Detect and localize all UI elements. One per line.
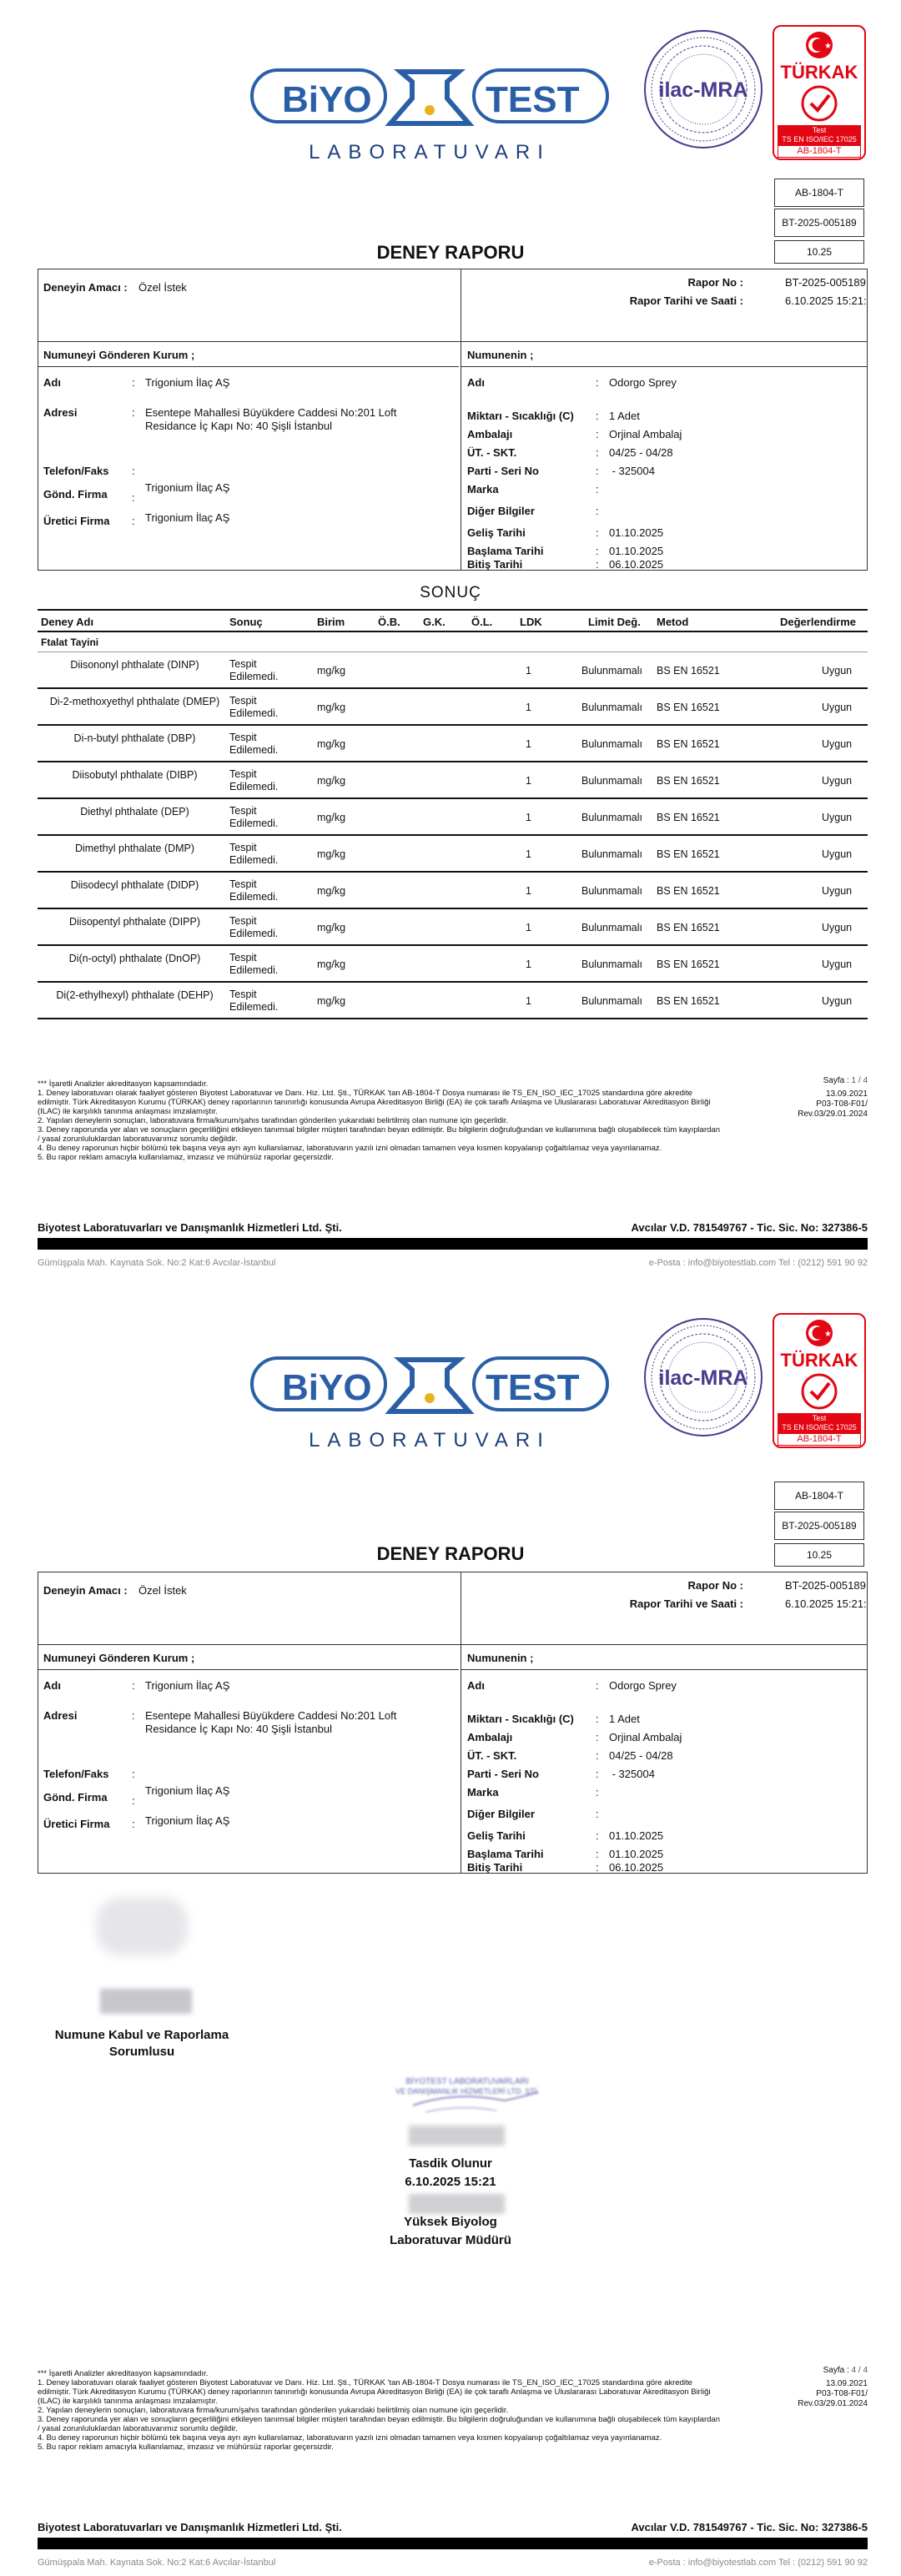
- sep: :: [132, 465, 135, 477]
- sep: :: [596, 526, 599, 539]
- end-date-label: Bitiş Tarihi: [467, 558, 523, 571]
- evaluation-cell: Uygun: [822, 885, 853, 897]
- col-gk: G.K.: [423, 616, 445, 628]
- test-name-cell: Di(n-octyl) phthalate (DnOP): [68, 953, 201, 964]
- test-name-cell: Diisopentyl phthalate (DIPP): [68, 916, 201, 928]
- result-cell: Tespit Edilemedi.: [229, 805, 279, 829]
- sender-address-label: Adresi: [43, 1709, 78, 1722]
- sep: :: [132, 376, 135, 389]
- sender-address-value: Esentepe Mahallesi Büyükdere Caddesi No:201 Loft Residance İç Kapı No: 40 Şişli İstanbul: [145, 1709, 397, 1735]
- sep: :: [596, 1808, 599, 1820]
- sender-heading: Numuneyi Gönderen Kurum ;: [43, 1652, 195, 1664]
- sending-company-label: Gönd. Firma: [43, 1791, 108, 1804]
- report-title: DENEY RAPORU: [376, 242, 525, 263]
- test-name-cell: Di-2-methoxyethyl phthalate (DMEP): [49, 696, 220, 707]
- table-row: [38, 652, 868, 689]
- purpose-label: Deneyin Amacı :: [43, 281, 128, 294]
- result-cell: Tespit Edilemedi.: [229, 695, 279, 719]
- sender-name-value: Trigonium İlaç AŞ: [145, 1679, 230, 1692]
- batch-value: - 325004: [609, 1768, 655, 1780]
- turkak-standard: Test TS EN ISO/IEC 17025: [778, 1413, 861, 1433]
- company-contact: e-Posta : info@biyotestlab.com Tel : (0212) 591 90 92: [648, 2558, 868, 2568]
- ldk-cell: 1: [526, 885, 531, 897]
- turkak-name: TÜRKAK: [780, 62, 858, 83]
- section-title: Ftalat Tayini: [41, 636, 99, 648]
- method-cell: BS EN 16521: [657, 775, 720, 787]
- unit-cell: mg/kg: [317, 885, 346, 897]
- company-stamp: [380, 2072, 555, 2131]
- sep: :: [596, 1848, 599, 1860]
- quantity-value: 1 Adet: [609, 410, 640, 422]
- table-row: [38, 689, 868, 726]
- sep: :: [596, 376, 599, 389]
- unit-cell: mg/kg: [317, 738, 346, 750]
- svg-text:★: ★: [824, 1330, 832, 1339]
- report-date-label: Rapor Tarihi ve Saati :: [629, 294, 743, 307]
- col-method: Metod: [657, 616, 689, 628]
- turkak-code: AB-1804-T: [778, 1433, 861, 1446]
- evaluation-cell: Uygun: [822, 738, 853, 750]
- limit-cell: Bulunmamalı: [581, 922, 642, 933]
- turkak-badge: [773, 1313, 866, 1448]
- footnote: 4. Bu deney raporunun hiçbir bölümü tek başına veya ayrı ayrı kullanılamaz, laboratuvarın yazılı izni olmadan tamamen veya kısmen kopyalanıp çoğaltılamaz veya yayınlanamaz.: [38, 2433, 662, 2443]
- table-row: [38, 726, 868, 762]
- evaluation-cell: Uygun: [822, 812, 853, 823]
- packaging-value: Orjinal Ambalaj: [609, 428, 682, 440]
- sample-info-box: [38, 269, 868, 571]
- test-name-cell: Diisobutyl phthalate (DIBP): [72, 769, 198, 781]
- company-tax: Avcılar V.D. 781549767 - Tic. Sic. No: 327386-5: [631, 1221, 868, 1234]
- col-unit: Birim: [317, 616, 345, 628]
- start-date-value: 01.10.2025: [609, 1848, 664, 1860]
- revision-box: 10.25: [774, 1543, 864, 1567]
- unit-cell: mg/kg: [317, 995, 346, 1007]
- footnotes: [38, 2369, 722, 2452]
- sample-name-value: Odorgo Sprey: [609, 376, 677, 389]
- ldk-cell: 1: [526, 922, 531, 933]
- company-tax: Avcılar V.D. 781549767 - Tic. Sic. No: 327386-5: [631, 2521, 868, 2533]
- test-name-cell: Diethyl phthalate (DEP): [80, 806, 189, 818]
- sample-name-value: Odorgo Sprey: [609, 1679, 677, 1692]
- production-expiry-label: ÜT. - SKT.: [467, 1749, 517, 1762]
- page-number-block: [780, 1076, 868, 1119]
- ldk-cell: 1: [526, 738, 531, 750]
- packaging-label: Ambalajı: [467, 428, 513, 440]
- company-name: Biyotest Laboratuvarları ve Danışmanlık Hizmetleri Ltd. Şti.: [38, 2521, 342, 2533]
- unit-cell: mg/kg: [317, 848, 346, 860]
- page-label: Sayfa :: [823, 2366, 849, 2375]
- sep: :: [132, 491, 135, 504]
- method-cell: BS EN 16521: [657, 922, 720, 933]
- sender-address-value: Esentepe Mahallesi Büyükdere Caddesi No:201 Loft Residance İç Kapı No: 40 Şişli İstanbul: [145, 406, 397, 432]
- turkak-standard: Test TS EN ISO/IEC 17025: [778, 125, 861, 145]
- sep: :: [596, 1731, 599, 1743]
- evaluation-cell: Uygun: [822, 848, 853, 860]
- method-cell: BS EN 16521: [657, 958, 720, 970]
- sep: :: [132, 515, 135, 527]
- table-row: [38, 836, 868, 873]
- company-contact: e-Posta : info@biyotestlab.com Tel : (0212) 591 90 92: [648, 1258, 868, 1268]
- start-date-value: 01.10.2025: [609, 545, 664, 557]
- table-row: [38, 762, 868, 799]
- sample-heading: Numunenin ;: [467, 1652, 534, 1664]
- report-no-label: Rapor No :: [687, 1579, 743, 1592]
- results-title: SONUÇ: [420, 584, 481, 601]
- sender-heading: Numuneyi Gönderen Kurum ;: [43, 349, 195, 361]
- approver-role-2: Laboratuvar Müdürü: [390, 2233, 511, 2247]
- method-cell: BS EN 16521: [657, 665, 720, 677]
- sender-address-label: Adresi: [43, 406, 78, 419]
- ilac-mra-text: ilac-MRA: [658, 1366, 748, 1390]
- start-date-label: Başlama Tarihi: [467, 545, 544, 557]
- col-ob: Ö.B.: [378, 616, 400, 628]
- ilac-mra-text: ilac-MRA: [658, 78, 748, 102]
- arrival-date-value: 01.10.2025: [609, 1829, 664, 1842]
- sep: :: [596, 505, 599, 517]
- approver-name-redacted: [409, 2126, 505, 2146]
- arrival-date-label: Geliş Tarihi: [467, 1829, 526, 1842]
- col-result: Sonuç: [229, 616, 263, 628]
- sep: :: [132, 1818, 135, 1830]
- form-date: 13.09.2021: [825, 2379, 868, 2388]
- method-cell: BS EN 16521: [657, 848, 720, 860]
- packaging-label: Ambalajı: [467, 1731, 513, 1743]
- batch-label: Parti - Seri No: [467, 1768, 539, 1780]
- sending-company-label: Gönd. Firma: [43, 488, 108, 501]
- logo-subtitle: LABORATUVARI: [309, 141, 551, 164]
- footer-address-row: [38, 2558, 868, 2568]
- manufacturer-value: Trigonium İlaç AŞ: [145, 511, 230, 524]
- sep: :: [596, 1829, 599, 1842]
- table-row: [38, 946, 868, 983]
- approval-label: Tasdik Olunur: [409, 2156, 492, 2171]
- brand-label: Marka: [467, 483, 499, 496]
- test-name-cell: Dimethyl phthalate (DMP): [74, 843, 195, 854]
- footer-bar: [38, 1238, 868, 1250]
- turkak-name: TÜRKAK: [780, 1350, 858, 1371]
- results-rows: [38, 652, 868, 1019]
- result-cell: Tespit Edilemedi.: [229, 952, 279, 976]
- sep: :: [596, 410, 599, 422]
- company-address: Gümüşpala Mah. Kaynata Sok. No:2 Kat:6 Avcılar-İstanbul: [38, 2558, 276, 2568]
- sample-heading: Numunenin ;: [467, 349, 534, 361]
- sep: :: [596, 1679, 599, 1692]
- method-cell: BS EN 16521: [657, 885, 720, 897]
- unit-cell: mg/kg: [317, 665, 346, 677]
- col-ol: Ö.L.: [471, 616, 493, 628]
- unit-cell: mg/kg: [317, 922, 346, 933]
- sep: :: [596, 1768, 599, 1780]
- result-cell: Tespit Edilemedi.: [229, 768, 279, 792]
- footer-bar: [38, 2538, 868, 2549]
- report-title: DENEY RAPORU: [376, 1543, 525, 1564]
- signature-left-redacted: [96, 1897, 188, 1955]
- footnote: 1. Deney laboratuvarı olarak faaliyet gösteren Biyotest Laboratuvar ve Danı. Hiz. Ltd. Şti., TÜRKAK 'tan AB-1804-T Dosya numarası ile TS_EN_ISO_IEC_17025 standardına göre akredite edilmiştir. Türk Akreditasyon Kurumu (TÜRKAK) deney raporlarının tanınırlığı konusunda Avrupa Akreditasyon Birliği (EA) ile çok taraflı Anlaşma ve Uluslararası Laboratuvar Akreditasyon Birliği (ILAC) ile karşılıklı tanınma anlaşması imzalamıştır.: [38, 1089, 711, 1116]
- sep: :: [596, 446, 599, 459]
- sending-company-value: Trigonium İlaç AŞ: [145, 1784, 230, 1797]
- method-cell: BS EN 16521: [657, 812, 720, 823]
- logo-subtitle: LABORATUVARI: [309, 1429, 551, 1452]
- form-revision: Rev.03/29.01.2024: [798, 2399, 868, 2408]
- sep: :: [596, 483, 599, 496]
- footnote: *** İşaretli Analizler akreditasyon kapsamındadır.: [38, 1079, 209, 1089]
- logo-text-biyo: BiYO: [282, 79, 372, 120]
- footnote: 5. Bu rapor reklam amacıyla kullanılamaz, imzasız ve mühürsüz raporlar geçersizdir.: [38, 2443, 334, 2452]
- col-ldk: LDK: [520, 616, 542, 628]
- other-info-label: Diğer Bilgiler: [467, 505, 535, 517]
- purpose-label: Deneyin Amacı :: [43, 1584, 128, 1597]
- results-table: [38, 609, 868, 1019]
- sender-name-label: Adı: [43, 1679, 61, 1692]
- ldk-cell: 1: [526, 665, 531, 677]
- page-slash: /: [858, 2366, 861, 2375]
- limit-cell: Bulunmamalı: [581, 702, 642, 713]
- table-row: [38, 909, 868, 946]
- footer-company-row: [38, 1221, 868, 1234]
- end-date-value: 06.10.2025: [609, 558, 664, 571]
- sep: :: [596, 1861, 599, 1874]
- production-expiry-label: ÜT. - SKT.: [467, 446, 517, 459]
- biyotest-logo: [250, 1353, 609, 1462]
- report-page-4: [0, 1288, 901, 2576]
- accreditation-code-box: AB-1804-T: [774, 1482, 864, 1510]
- company-address: Gümüşpala Mah. Kaynata Sok. No:2 Kat:6 Avcılar-İstanbul: [38, 1258, 276, 1268]
- ldk-cell: 1: [526, 775, 531, 787]
- ldk-cell: 1: [526, 702, 531, 713]
- biyotest-logo: [250, 65, 609, 174]
- result-cell: Tespit Edilemedi.: [229, 878, 279, 903]
- unit-cell: mg/kg: [317, 812, 346, 823]
- company-name: Biyotest Laboratuvarları ve Danışmanlık Hizmetleri Ltd. Şti.: [38, 1221, 342, 1234]
- result-cell: Tespit Edilemedi.: [229, 842, 279, 866]
- approver-role-1: Yüksek Biyolog: [404, 2215, 497, 2229]
- name-left-redacted: [100, 1989, 192, 2014]
- production-expiry-value: 04/25 - 04/28: [609, 1749, 673, 1762]
- results-section-row: [38, 632, 868, 652]
- production-expiry-value: 04/25 - 04/28: [609, 446, 673, 459]
- purpose-value: Özel İstek: [138, 281, 187, 294]
- col-test-name: Deney Adı: [41, 616, 94, 628]
- page-label: Sayfa :: [823, 1076, 849, 1085]
- evaluation-cell: Uygun: [822, 958, 853, 970]
- sep: :: [132, 1768, 135, 1780]
- quantity-label: Miktarı - Sıcaklığı (C): [467, 410, 574, 422]
- footnote: 2. Yapılan deneylerin sonuçları, laboratuvara firma/kurum/şahıs tarafından gönderilen yukarıdaki belirtilmiş olan numune için geçerlidir.: [38, 1116, 509, 1125]
- limit-cell: Bulunmamalı: [581, 775, 642, 787]
- report-date-value: 6.10.2025 15:21:: [785, 294, 867, 307]
- revision-box: 10.25: [774, 240, 864, 264]
- sending-company-value: Trigonium İlaç AŞ: [145, 481, 230, 494]
- turkak-badge: [773, 25, 866, 160]
- arrival-date-label: Geliş Tarihi: [467, 526, 526, 539]
- sep: :: [132, 406, 135, 419]
- manufacturer-value: Trigonium İlaç AŞ: [145, 1814, 230, 1827]
- sep: :: [596, 1713, 599, 1725]
- sample-info-box: [38, 1572, 868, 1874]
- sample-name-label: Adı: [467, 1679, 485, 1692]
- ldk-cell: 1: [526, 812, 531, 823]
- ldk-cell: 1: [526, 995, 531, 1007]
- result-cell: Tespit Edilemedi.: [229, 658, 279, 682]
- footer-address-row: [38, 1258, 868, 1268]
- ldk-cell: 1: [526, 848, 531, 860]
- report-date-value: 6.10.2025 15:21:: [785, 1597, 867, 1610]
- footnote: 2. Yapılan deneylerin sonuçları, laboratuvara firma/kurum/şahıs tarafından gönderilen yukarıdaki belirtilmiş olan numune için geçerlidir.: [38, 2406, 509, 2415]
- sep: :: [132, 1679, 135, 1692]
- start-date-label: Başlama Tarihi: [467, 1848, 544, 1860]
- footnote: 3. Deney raporunda yer alan ve sonuçların geçerliliğini etkileyen tanımsal bilgiler müşteri tarafından beyan edilmiştir. Bu bilgilerin doğruluğundan ve kullanımına bağlı oluşabilecek tüm kayıplardan / yasal zorunluluklardan laboratuvarımız sorumlu değildir.: [38, 2415, 720, 2433]
- unit-cell: mg/kg: [317, 775, 346, 787]
- footer-company-row: [38, 2521, 868, 2533]
- method-cell: BS EN 16521: [657, 995, 720, 1007]
- end-date-value: 06.10.2025: [609, 1861, 664, 1874]
- col-limit: Limit Değ.: [588, 616, 641, 628]
- quantity-label: Miktarı - Sıcaklığı (C): [467, 1713, 574, 1725]
- stamp-line-1: BİYOTEST LABORATUVARLARI: [405, 2077, 529, 2086]
- results-header-row: [38, 609, 868, 632]
- test-name-cell: Di(2-ethylhexyl) phthalate (DEHP): [56, 989, 214, 1001]
- col-evaluation: Değerlendirme: [780, 616, 857, 628]
- report-number-box: BT-2025-005189: [774, 209, 864, 237]
- brand-label: Marka: [467, 1786, 499, 1799]
- result-cell: Tespit Edilemedi.: [229, 989, 279, 1013]
- logo-text-biyo: BiYO: [282, 1367, 372, 1408]
- sep: :: [596, 545, 599, 557]
- page-current: 1: [851, 1076, 857, 1085]
- footnote: 3. Deney raporunda yer alan ve sonuçların geçerliliğini etkileyen tanımsal bilgiler müşteri tarafından beyan edilmiştir. Bu bilgilerin doğruluğundan ve kullanımına bağlı oluşabilecek tüm kayıplardan / yasal zorunluluklardan laboratuvarımız sorumlu değildir.: [38, 1125, 720, 1144]
- test-name-cell: Diisodecyl phthalate (DIDP): [70, 879, 199, 891]
- sep: :: [596, 558, 599, 571]
- result-cell: Tespit Edilemedi.: [229, 915, 279, 939]
- report-no-label: Rapor No :: [687, 276, 743, 289]
- sample-name-label: Adı: [467, 376, 485, 389]
- stamp-line-2: VE DANIŞMANLIK HİZMETLERİ LTD. ŞTİ.: [395, 2087, 539, 2096]
- svg-text:★: ★: [824, 42, 832, 51]
- table-row: [38, 983, 868, 1019]
- approval-date: 6.10.2025 15:21: [405, 2175, 496, 2189]
- footnote: *** İşaretli Analizler akreditasyon kapsamındadır.: [38, 2369, 209, 2378]
- test-name-cell: Diisononyl phthalate (DINP): [70, 659, 199, 671]
- test-name-cell: Di-n-butyl phthalate (DBP): [73, 732, 196, 744]
- evaluation-cell: Uygun: [822, 922, 853, 933]
- result-cell: Tespit Edilemedi.: [229, 732, 279, 756]
- report-date-label: Rapor Tarihi ve Saati :: [629, 1597, 743, 1610]
- evaluation-cell: Uygun: [822, 995, 853, 1007]
- page-total: 4: [863, 2366, 868, 2375]
- table-row: [38, 873, 868, 909]
- phone-fax-label: Telefon/Faks: [43, 1768, 109, 1780]
- receiving-officer-title: Numune Kabul ve Raporlama Sorumlusu: [54, 2028, 229, 2059]
- batch-value: - 325004: [609, 465, 655, 477]
- sep: :: [596, 1749, 599, 1762]
- ilac-mra-logo: [641, 1315, 766, 1440]
- batch-label: Parti - Seri No: [467, 465, 539, 477]
- phone-fax-label: Telefon/Faks: [43, 465, 109, 477]
- report-number-box: BT-2025-005189: [774, 1512, 864, 1540]
- limit-cell: Bulunmamalı: [581, 958, 642, 970]
- table-row: [38, 799, 868, 836]
- end-date-label: Bitiş Tarihi: [467, 1861, 523, 1874]
- report-no-value: BT-2025-005189: [785, 276, 866, 289]
- quantity-value: 1 Adet: [609, 1713, 640, 1725]
- limit-cell: Bulunmamalı: [581, 995, 642, 1007]
- approver-name-redacted-2: [409, 2194, 505, 2214]
- footnotes: [38, 1079, 722, 1162]
- report-no-value: BT-2025-005189: [785, 1579, 866, 1592]
- sep: :: [132, 1709, 135, 1722]
- limit-cell: Bulunmamalı: [581, 665, 642, 677]
- evaluation-cell: Uygun: [822, 702, 853, 713]
- sep: :: [132, 1794, 135, 1807]
- evaluation-cell: Uygun: [822, 665, 853, 677]
- form-revision: Rev.03/29.01.2024: [798, 1109, 868, 1119]
- sender-name-value: Trigonium İlaç AŞ: [145, 376, 230, 389]
- limit-cell: Bulunmamalı: [581, 848, 642, 860]
- sep: :: [596, 1786, 599, 1799]
- form-code: P03-T08-F01/: [816, 2389, 868, 2398]
- unit-cell: mg/kg: [317, 702, 346, 713]
- evaluation-cell: Uygun: [822, 775, 853, 787]
- page-number-block: [780, 2366, 868, 2409]
- accreditation-code-box: AB-1804-T: [774, 179, 864, 207]
- other-info-label: Diğer Bilgiler: [467, 1808, 535, 1820]
- method-cell: BS EN 16521: [657, 738, 720, 750]
- manufacturer-label: Üretici Firma: [43, 515, 110, 527]
- page-current: 4: [851, 2366, 857, 2375]
- form-date: 13.09.2021: [825, 1089, 868, 1099]
- unit-cell: mg/kg: [317, 958, 346, 970]
- ldk-cell: 1: [526, 958, 531, 970]
- limit-cell: Bulunmamalı: [581, 738, 642, 750]
- turkak-code: AB-1804-T: [778, 145, 861, 158]
- limit-cell: Bulunmamalı: [581, 812, 642, 823]
- manufacturer-label: Üretici Firma: [43, 1818, 110, 1830]
- sender-name-label: Adı: [43, 376, 61, 389]
- sep: :: [596, 428, 599, 440]
- method-cell: BS EN 16521: [657, 702, 720, 713]
- footnote: 4. Bu deney raporunun hiçbir bölümü tek başına veya ayrı ayrı kullanılamaz, laboratuvarın yazılı izni olmadan tamamen veya kısmen kopyalanıp çoğaltılamaz veya yayınlanamaz.: [38, 1144, 662, 1153]
- limit-cell: Bulunmamalı: [581, 885, 642, 897]
- logo-text-test: TEST: [486, 79, 580, 120]
- logo-text-test: TEST: [486, 1367, 580, 1408]
- footnote: 1. Deney laboratuvarı olarak faaliyet gösteren Biyotest Laboratuvar ve Danı. Hiz. Ltd. Şti., TÜRKAK 'tan AB-1804-T Dosya numarası ile TS_EN_ISO_IEC_17025 standardına göre akredite edilmiştir. Türk Akreditasyon Kurumu (TÜRKAK) deney raporlarının tanınırlığı konusunda Avrupa Akreditasyon Birliği (EA) ile çok taraflı Anlaşma ve Uluslararası Laboratuvar Akreditasyon Birliği (ILAC) ile karşılıklı tanınma anlaşması imzalamıştır.: [38, 2378, 711, 2406]
- ilac-mra-logo: [641, 27, 766, 152]
- packaging-value: Orjinal Ambalaj: [609, 1731, 682, 1743]
- page-total: 4: [863, 1076, 868, 1085]
- arrival-date-value: 01.10.2025: [609, 526, 664, 539]
- purpose-value: Özel İstek: [138, 1584, 187, 1597]
- sep: :: [596, 465, 599, 477]
- page-slash: /: [858, 1076, 861, 1085]
- form-code: P03-T08-F01/: [816, 1099, 868, 1109]
- footnote: 5. Bu rapor reklam amacıyla kullanılamaz, imzasız ve mühürsüz raporlar geçersizdir.: [38, 1153, 334, 1162]
